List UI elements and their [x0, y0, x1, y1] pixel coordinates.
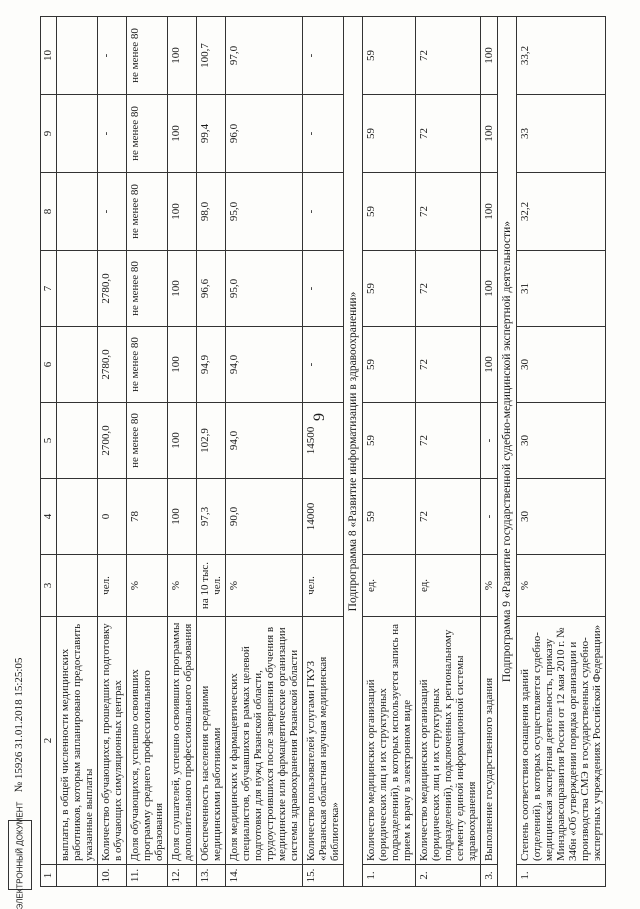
- value-cell: 100: [168, 479, 197, 555]
- value-cell: не менее 80: [127, 173, 168, 251]
- value-cell: 100: [168, 251, 197, 327]
- value-cell: 97,0: [226, 17, 303, 95]
- value-cell: 94,0: [226, 403, 303, 479]
- table-row: [517, 17, 606, 887]
- unit-cell: чел.: [303, 555, 344, 617]
- registration-number: № 15926 31.01.2018 15:25:05: [13, 657, 25, 793]
- value-cell: 31: [517, 251, 606, 327]
- value-cell: 30: [517, 479, 606, 555]
- value-cell: не менее 80: [127, 17, 168, 95]
- row-number: 10.: [98, 865, 127, 887]
- column-header: 6: [41, 327, 57, 403]
- column-header: 7: [41, 251, 57, 327]
- value-cell: 32,2: [517, 173, 606, 251]
- value-cell: [57, 327, 98, 403]
- value-cell: 2780,0: [98, 251, 127, 327]
- value-cell: 90,0: [226, 479, 303, 555]
- section-row: [498, 17, 517, 887]
- value-cell: -: [481, 479, 498, 555]
- value-cell: 33,2: [517, 17, 606, 95]
- value-cell: 100: [168, 403, 197, 479]
- row-number: 1.: [363, 865, 416, 887]
- value-cell: -: [303, 17, 344, 95]
- table-row: [363, 17, 416, 887]
- value-cell: [57, 95, 98, 173]
- indicator-name: Количество пользователей услугами ГКУЗ «Рязанская областная научная медицинская библиотека»: [303, 617, 344, 865]
- table-row: [127, 17, 168, 887]
- value-cell: 59: [363, 327, 416, 403]
- value-cell: 102,9: [197, 403, 226, 479]
- value-cell: не менее 80: [127, 327, 168, 403]
- value-cell: -: [303, 173, 344, 251]
- unit-cell: чел.: [98, 555, 127, 617]
- indicator-name: Количество медицинских организаций (юридических лиц и их структурных подразделений), подключенных к региональному сегменту единой информационной системы здравоохранения: [416, 617, 481, 865]
- column-header: 1: [41, 865, 57, 887]
- value-cell: 72: [416, 251, 481, 327]
- row-number: 15.: [303, 865, 344, 887]
- value-cell: не менее 80: [127, 95, 168, 173]
- table-row: [481, 17, 498, 887]
- row-number: 12.: [168, 865, 197, 887]
- value-cell: не менее 80: [127, 403, 168, 479]
- value-cell: 94,9: [197, 327, 226, 403]
- value-cell: 95,0: [226, 251, 303, 327]
- section-row: [344, 17, 363, 887]
- value-cell: 96,0: [226, 95, 303, 173]
- unit-cell: ед.: [416, 555, 481, 617]
- indicator-name: Количество медицинских организаций (юридических лиц и их структурных подразделений), в которых используется запись на прием к врачу в электронном виде: [363, 617, 416, 865]
- document-footer: [8, 630, 34, 909]
- unit-cell: %: [226, 555, 303, 617]
- page-number: 9: [311, 413, 328, 421]
- unit-cell: %: [517, 555, 606, 617]
- value-cell: [57, 173, 98, 251]
- row-number: 3.: [481, 865, 498, 887]
- indicator-name: Доля слушателей, успешно освоивших программы дополнительного профессионального образования: [168, 617, 197, 865]
- table-row: [416, 17, 481, 887]
- indicator-name: Количество обучающихся, прошедших подготовку в обучающих симуляционных центрах: [98, 617, 127, 865]
- stamp-label: ЭЛЕКТРОННЫЙ ДОКУМЕНТ: [15, 801, 25, 909]
- value-cell: 33: [517, 95, 606, 173]
- value-cell: [57, 479, 98, 555]
- value-cell: 14000: [303, 479, 344, 555]
- indicators-table-wrapper: [40, 17, 603, 887]
- column-header: 4: [41, 479, 57, 555]
- indicator-name: Степень соответствия оснащения зданий (отделений), в которых осуществляется судебно-медицинская экспертная деятельность, приказу Минздравсоцразвития России от 12 мая 2010 г. № 346н «Об утверждении порядка организации и производства СМЭ в государственных судебно-экспертных учреждениях Российской Федерации»: [517, 617, 606, 865]
- value-cell: 100: [168, 17, 197, 95]
- table-row: [168, 17, 197, 887]
- unit-cell: [57, 555, 98, 617]
- value-cell: 98,0: [197, 173, 226, 251]
- value-cell: [57, 403, 98, 479]
- unit-cell: на 10 тыс. чел.: [197, 555, 226, 617]
- value-cell: -: [303, 95, 344, 173]
- subprogram-title: Подпрограмма 8 «Развитие информатизации в здравоохранении»: [344, 17, 363, 887]
- value-cell: 2700,0: [98, 403, 127, 479]
- indicator-name: Доля медицинских и фармацевтических специалистов, обучавшихся в рамках целевой подготовки для нужд Рязанской области, трудоустроившихся после завершения обучения в медицинские или фармацевтические организации системы здравоохранения Рязанской области: [226, 617, 303, 865]
- value-cell: 30: [517, 403, 606, 479]
- value-cell: 96,6: [197, 251, 226, 327]
- value-cell: 100: [481, 17, 498, 95]
- unit-cell: %: [127, 555, 168, 617]
- value-cell: 59: [363, 479, 416, 555]
- indicator-name: Доля обучающихся, успешно освоивших программу среднего профессионального образования: [127, 617, 168, 865]
- value-cell: 0: [98, 479, 127, 555]
- value-cell: 72: [416, 403, 481, 479]
- indicator-name: Обеспеченность населения средними медицинскими работниками: [197, 617, 226, 865]
- table-row: [303, 17, 344, 887]
- row-number: 2.: [416, 865, 481, 887]
- unit-cell: %: [168, 555, 197, 617]
- value-cell: 72: [416, 95, 481, 173]
- value-cell: 100: [168, 95, 197, 173]
- value-cell: 72: [416, 327, 481, 403]
- value-cell: 59: [363, 173, 416, 251]
- value-cell: 100: [481, 173, 498, 251]
- value-cell: 97,3: [197, 479, 226, 555]
- row-number: 14.: [226, 865, 303, 887]
- value-cell: 2780,0: [98, 327, 127, 403]
- subprogram-title: Подпрограмма 9 «Развитие государственной судебно-медицинской экспертной деятельности»: [498, 17, 517, 887]
- header-row: [41, 17, 57, 887]
- column-header: 10: [41, 17, 57, 95]
- value-cell: 59: [363, 403, 416, 479]
- column-header: 8: [41, 173, 57, 251]
- indicator-name: Выполнение государственного задания: [481, 617, 498, 865]
- value-cell: 78: [127, 479, 168, 555]
- value-cell: -: [481, 403, 498, 479]
- value-cell: 72: [416, 173, 481, 251]
- value-cell: [57, 17, 98, 95]
- unit-cell: %: [481, 555, 498, 617]
- indicator-name: выплаты, в общей численности медицинских работников, которым запланировано предоставить указанные выплаты: [57, 617, 98, 865]
- value-cell: 59: [363, 251, 416, 327]
- value-cell: 30: [517, 327, 606, 403]
- value-cell: 14500: [303, 403, 344, 479]
- value-cell: 59: [363, 17, 416, 95]
- value-cell: 100: [481, 251, 498, 327]
- row-number: 13.: [197, 865, 226, 887]
- value-cell: 100,7: [197, 17, 226, 95]
- column-header: 5: [41, 403, 57, 479]
- value-cell: -: [98, 95, 127, 173]
- value-cell: 100: [168, 173, 197, 251]
- value-cell: не менее 80: [127, 251, 168, 327]
- value-cell: 72: [416, 17, 481, 95]
- value-cell: 59: [363, 95, 416, 173]
- column-header: 3: [41, 555, 57, 617]
- value-cell: 99,4: [197, 95, 226, 173]
- table-row: [226, 17, 303, 887]
- value-cell: -: [303, 327, 344, 403]
- value-cell: 94,0: [226, 327, 303, 403]
- value-cell: 95,0: [226, 173, 303, 251]
- indicators-table: [40, 16, 606, 887]
- value-cell: 100: [481, 95, 498, 173]
- value-cell: -: [303, 251, 344, 327]
- unit-cell: ед.: [363, 555, 416, 617]
- table-row: [98, 17, 127, 887]
- value-cell: 72: [416, 479, 481, 555]
- value-cell: [57, 251, 98, 327]
- column-header: 2: [41, 617, 57, 865]
- value-cell: -: [98, 17, 127, 95]
- row-number: 1.: [517, 865, 606, 887]
- table-row: [197, 17, 226, 887]
- electronic-document-stamp: [8, 801, 32, 909]
- value-cell: 100: [168, 327, 197, 403]
- table-row: [57, 17, 98, 887]
- value-cell: 100: [481, 327, 498, 403]
- column-header: 9: [41, 95, 57, 173]
- row-number: [57, 865, 98, 887]
- value-cell: -: [98, 173, 127, 251]
- row-number: 11.: [127, 865, 168, 887]
